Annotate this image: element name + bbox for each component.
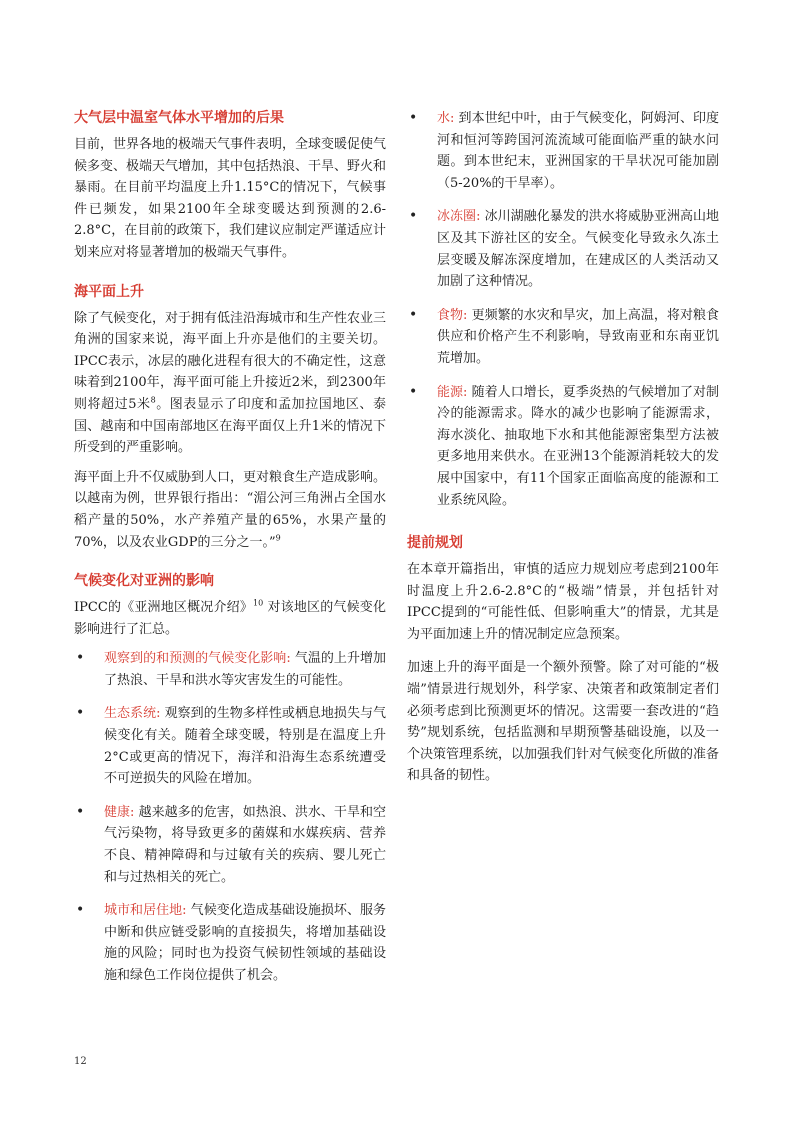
bullet-term: 食物: [437,307,468,323]
footnote-ref: 10 [253,598,264,608]
text-run: 。图表显示了印度和孟加拉国地区、泰国、越南和中国南部地区在海平面仅上升1米的情况下所受到的严重影响。 [74,396,386,456]
section-heading: 海平面上升 [74,283,144,300]
text-run: 海平面上升不仅威胁到人口，更对粮食生产造成影响。以越南为例，世界银行指出：“湄公河三角洲占全国水稻产量的50%，水产养殖产量的65%，水果产量的70%，以及农业GDP的三分之一。” [74,469,387,550]
bullet-text: 气温的上升增加了热浪、干旱和洪水等灾害发生的可能性。 [104,651,386,688]
bullet-icon: • [76,902,85,919]
left-column [74,108,386,1005]
section-paragraph: 目前，世界各地的极端天气事件表明，全球变暖促使气候多变、极端天气增加，其中包括热浪、干旱、野火和暴雨。在目前平均温度上升1.15°C的情况下，气候事件已频发，如果2100年全球变暖达到预测的2.6-2.8°C，在目前的政策下，我们建议应制定严谨适应计划来应对将显著增加的极端天气事件。 [74,137,387,260]
bullet-term: 城市和居住地: [104,903,187,919]
footnote-ref: 9 [275,533,281,543]
section-paragraph [74,308,386,459]
bullet-text: 冰川湖融化暴发的洪水将威胁亚洲高山地区及其下游社区的安全。气候变化导致永久冻土层变暖及解冻深度增加，在建成区的人类活动又加剧了这种情况。 [437,209,719,290]
section-paragraph [74,467,386,553]
impact-list [74,648,386,986]
bullet-icon: • [409,208,418,225]
list-item [74,802,386,888]
bullet-icon: • [76,705,85,722]
section-heading: 提前规划 [407,535,463,552]
section-planning [407,533,719,787]
impact-list-continued [407,108,719,511]
bullet-text: 越来越多的危害，如热浪、洪水、干旱和空气污染物，将导致更多的菌媒和水媒疾病、营养不良、精神障碍和与过敏有关的疾病、婴儿死亡和与过热相关的死亡。 [104,804,386,885]
section-greenhouse [74,108,386,264]
list-item [407,305,719,370]
bullet-text: 到本世纪中叶，由于气候变化，阿姆河、印度河和恒河等跨国河流流域可能面临严重的缺水问题。到本世纪末，亚洲国家的干旱状况可能加剧（5-20%的干旱率）。 [437,111,719,191]
section-asia-impact [74,571,386,987]
bullet-text: 观察到的生物多样性或栖息地损失与气候变化有关。随着全球变暖，特别是在温度上升2°C或更高的情况下，海洋和沿海生态系统遭受不可逆损失的风险在增加。 [104,706,386,787]
bullet-term: 观察到的和预测的气候变化影响: [104,651,291,667]
bullet-icon: • [409,306,418,323]
bullet-term: 冰冻圈: [437,209,481,225]
page-number: 12 [74,1056,87,1067]
section-paragraph: 加速上升的海平面是一个额外预警。除了对可能的“极端”情景进行规划外，科学家、决策者和政策制定者们必须考虑到比预测更坏的情况。这需要一套改进的“趋势”规划系统，包括监测和早期预警基础设施，以及一个决策管理系统，以加强我们针对气候变化所做的准备和具备的韧性。 [407,660,720,784]
footnote-ref: 8 [150,395,156,405]
section-paragraph [74,597,386,640]
section-sea-level [74,282,386,554]
bullet-icon: • [409,110,418,126]
bullet-icon: • [76,803,85,820]
bullet-icon: • [409,383,418,400]
bullet-text: 随着人口增长，夏季炎热的气候增加了对制冷的能源需求。降水的减少也影响了能源需求，海水淡化、抽取地下水和其他能源密集型方法被更多地用来供水。在亚洲13个能源消耗较大的发展中国家中，有11个国家正面临高度的能源和工业系统风险。 [437,384,719,508]
text-run: 除了气候变化，对于拥有低洼沿海城市和生产性农业三角洲的国家来说，海平面上升亦是他们的主要关切。IPCC表示，冰层的融化进程有很大的不确定性，这意味着到2100年，海平面可能上升接近2米，到2300年则将超过5米 [74,310,387,412]
list-item [74,648,386,691]
bullet-text: 气候变化造成基础设施损坏、服务中断和供应链受影响的直接损失，将增加基础设施的风险；同时也为投资气候韧性领域的基础设施和绿色工作岗位提供了机会。 [104,903,386,983]
bullet-term: 健康: [104,804,135,820]
list-item [74,703,386,789]
list-item [407,108,719,194]
bullet-term: 生态系统: [104,706,161,722]
list-item [74,900,386,986]
list-item [407,206,719,292]
bullet-term: 水: [437,111,455,126]
bullet-icon: • [76,650,85,667]
section-paragraph: 在本章开篇指出，审慎的适应力规划应考虑到2100年时温度上升2.6-2.8°C的“极端”情景，并包括针对IPCC提到的“可能性低、但影响重大”的情景，尤其是为平面加速上升的情况制定应急预案。 [407,562,719,642]
list-item [407,382,719,512]
bullet-term: 能源: [437,384,468,400]
section-heading: 气候变化对亚洲的影响 [74,573,214,590]
text-run: 对该地区的气候变化影响进行了汇总。 [74,600,386,637]
section-heading: 大气层中温室气体水平增加的后果 [74,110,284,126]
text-run: IPCC的《亚洲地区概况介绍》 [74,600,253,616]
bullet-text: 更频繁的水灾和旱灾，加上高温，将对粮食供应和价格产生不利影响，导致南亚和东南亚饥荒增加。 [437,307,719,366]
right-column [407,108,719,805]
